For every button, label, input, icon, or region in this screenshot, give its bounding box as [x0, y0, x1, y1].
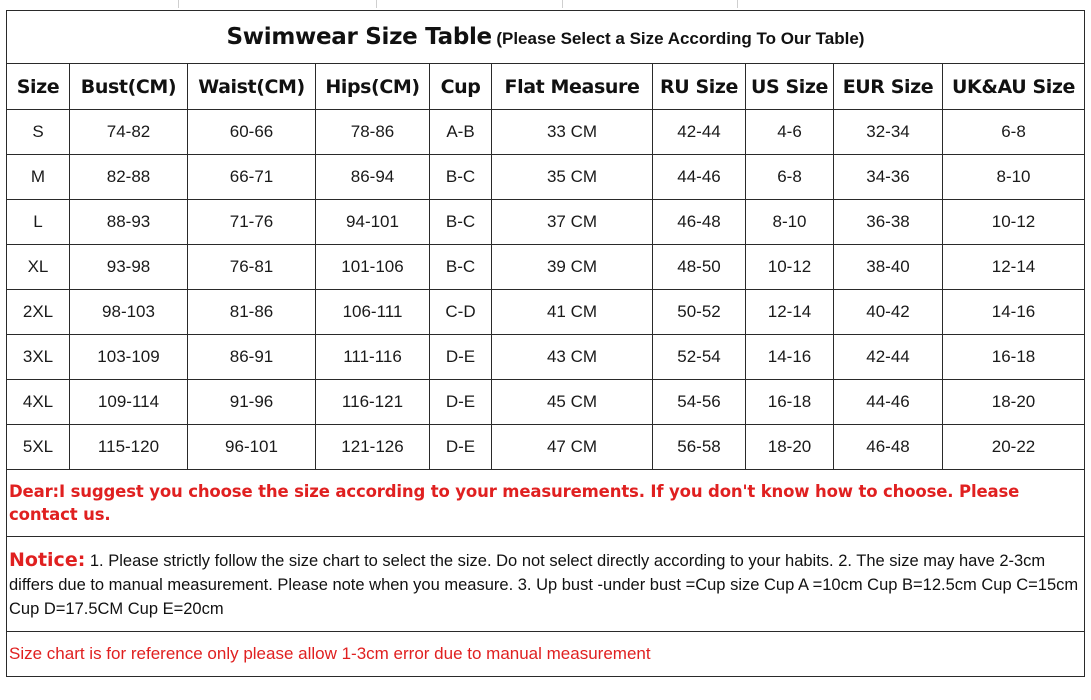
table-cell: 60-66: [188, 110, 316, 155]
table-row: [7, 200, 1085, 245]
table-row: [7, 245, 1085, 290]
table-cell: 33 CM: [492, 110, 653, 155]
table-cell: 14-16: [746, 335, 834, 380]
table-row: [7, 155, 1085, 200]
column-header: Cup: [430, 64, 492, 110]
table-row: [7, 290, 1085, 335]
notice-block: [7, 537, 1085, 632]
table-cell: 20-22: [943, 425, 1085, 470]
column-header: UK&AU Size: [943, 64, 1085, 110]
table-cell: 4XL: [7, 380, 70, 425]
column-header: Hips(CM): [316, 64, 430, 110]
table-cell: D-E: [430, 335, 492, 380]
table-cell: 14-16: [943, 290, 1085, 335]
column-header: Size: [7, 64, 70, 110]
table-cell: B-C: [430, 155, 492, 200]
table-row: [7, 425, 1085, 470]
header-row: [7, 64, 1085, 110]
notice-label: Notice:: [9, 548, 86, 571]
table-cell: 76-81: [188, 245, 316, 290]
table-cell: A-B: [430, 110, 492, 155]
table-cell: 106-111: [316, 290, 430, 335]
table-cell: 56-58: [653, 425, 746, 470]
table-cell: 44-46: [834, 380, 943, 425]
column-header: RU Size: [653, 64, 746, 110]
table-cell: 86-91: [188, 335, 316, 380]
table-cell: 121-126: [316, 425, 430, 470]
table-cell: 66-71: [188, 155, 316, 200]
table-cell: 4-6: [746, 110, 834, 155]
column-header: Bust(CM): [70, 64, 188, 110]
table-cell: 12-14: [746, 290, 834, 335]
table-cell: 5XL: [7, 425, 70, 470]
table-cell: 12-14: [943, 245, 1085, 290]
table-cell: 6-8: [746, 155, 834, 200]
table-title-main: Swimwear Size Table: [226, 24, 492, 50]
table-row: [7, 380, 1085, 425]
table-cell: 46-48: [653, 200, 746, 245]
table-cell: L: [7, 200, 70, 245]
table-cell: 101-106: [316, 245, 430, 290]
table-cell: 18-20: [943, 380, 1085, 425]
table-cell: 38-40: [834, 245, 943, 290]
table-cell: 52-54: [653, 335, 746, 380]
table-cell: S: [7, 110, 70, 155]
table-cell: 103-109: [70, 335, 188, 380]
table-cell: 48-50: [653, 245, 746, 290]
table-cell: 82-88: [70, 155, 188, 200]
table-cell: 45 CM: [492, 380, 653, 425]
table-cell: 98-103: [70, 290, 188, 335]
table-cell: D-E: [430, 425, 492, 470]
table-cell: 35 CM: [492, 155, 653, 200]
column-header: US Size: [746, 64, 834, 110]
table-cell: M: [7, 155, 70, 200]
table-cell: 93-98: [70, 245, 188, 290]
table-cell: 50-52: [653, 290, 746, 335]
table-cell: 3XL: [7, 335, 70, 380]
table-cell: 111-116: [316, 335, 430, 380]
table-cell: 10-12: [943, 200, 1085, 245]
table-cell: 54-56: [653, 380, 746, 425]
table-cell: 2XL: [7, 290, 70, 335]
table-cell: 109-114: [70, 380, 188, 425]
table-cell: 41 CM: [492, 290, 653, 335]
table-cell: XL: [7, 245, 70, 290]
table-cell: 8-10: [746, 200, 834, 245]
notice-text: 1. Please strictly follow the size chart to select the size. Do not select directly according to your habits. 2. The size may have 2-3cm differs due to manual measurement. Please note when you measure. 3. Up bust -under bust =Cup size Cup A =10cm Cup B=12.5cm Cup C=15cm Cup D=17.5CM Cup E=20cm: [9, 551, 1079, 618]
table-cell: 34-36: [834, 155, 943, 200]
table-cell: 18-20: [746, 425, 834, 470]
table-cell: 96-101: [188, 425, 316, 470]
table-cell: 47 CM: [492, 425, 653, 470]
table-row: [7, 335, 1085, 380]
table-cell: 44-46: [653, 155, 746, 200]
table-cell: 10-12: [746, 245, 834, 290]
table-cell: 71-76: [188, 200, 316, 245]
table-cell: 116-121: [316, 380, 430, 425]
table-cell: 81-86: [188, 290, 316, 335]
table-cell: 16-18: [943, 335, 1085, 380]
table-cell: 40-42: [834, 290, 943, 335]
table-cell: 115-120: [70, 425, 188, 470]
table-cell: 91-96: [188, 380, 316, 425]
table-cell: 6-8: [943, 110, 1085, 155]
table-row: [7, 110, 1085, 155]
table-cell: 42-44: [834, 335, 943, 380]
table-title-subtitle: (Please Select a Size According To Our Table): [496, 29, 865, 48]
table-cell: 42-44: [653, 110, 746, 155]
table-cell: C-D: [430, 290, 492, 335]
table-cell: B-C: [430, 245, 492, 290]
table-cell: 86-94: [316, 155, 430, 200]
table-cell: 39 CM: [492, 245, 653, 290]
reference-disclaimer: Size chart is for reference only please allow 1-3cm error due to manual measurement: [7, 632, 1085, 677]
column-header: EUR Size: [834, 64, 943, 110]
column-header: Waist(CM): [188, 64, 316, 110]
table-cell: 37 CM: [492, 200, 653, 245]
top-edge-strip: [0, 0, 1091, 8]
table-title: [7, 11, 1085, 64]
table-cell: 36-38: [834, 200, 943, 245]
table-cell: 16-18: [746, 380, 834, 425]
table-cell: 46-48: [834, 425, 943, 470]
swimwear-size-table: [6, 10, 1085, 677]
table-cell: D-E: [430, 380, 492, 425]
table-cell: 43 CM: [492, 335, 653, 380]
table-cell: 78-86: [316, 110, 430, 155]
table-cell: 74-82: [70, 110, 188, 155]
table-cell: 88-93: [70, 200, 188, 245]
size-advice-note: Dear:I suggest you choose the size according to your measurements. If you don't know how to choose. Please contact us.: [7, 470, 1085, 537]
table-cell: 94-101: [316, 200, 430, 245]
column-header: Flat Measure: [492, 64, 653, 110]
table-cell: 32-34: [834, 110, 943, 155]
table-cell: 8-10: [943, 155, 1085, 200]
table-cell: B-C: [430, 200, 492, 245]
